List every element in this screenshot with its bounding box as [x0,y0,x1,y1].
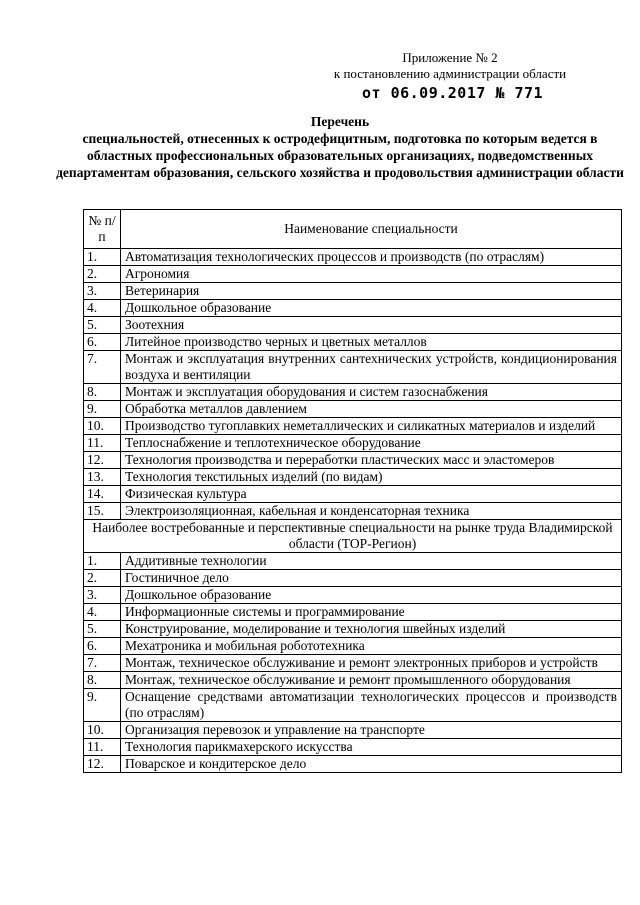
specialty-name: Поварское и кондитерское дело [121,756,622,773]
specialty-name: Обработка металлов давлением [121,401,622,418]
row-number: 9. [84,689,121,722]
specialty-name: Производство тугоплавких неметаллических и силикатных материалов и изделий [121,418,622,435]
table-row [84,334,622,351]
table-row [84,486,622,503]
table-row [84,469,622,486]
specialty-name: Монтаж, техническое обслуживание и ремонт электронных приборов и устройств [121,655,622,672]
table-row [84,266,622,283]
table-row [84,249,622,266]
specialty-name: Аддитивные технологии [121,553,622,570]
table-header-row [84,210,622,249]
table-row [84,638,622,655]
section-heading-row [84,520,622,553]
specialty-name: Организация перевозок и управление на транспорте [121,722,622,739]
row-number: 2. [84,570,121,587]
specialty-name: Автоматизация технологических процессов и производств (по отраслям) [121,249,622,266]
row-number: 5. [84,317,121,334]
row-number: 2. [84,266,121,283]
row-number: 12. [84,756,121,773]
table-row [84,300,622,317]
table-row [84,672,622,689]
row-number: 8. [84,672,121,689]
row-number: 5. [84,621,121,638]
specialty-name: Ветеринария [121,283,622,300]
table-row [84,503,622,520]
specialty-name: Электроизоляционная, кабельная и конденсаторная техника [121,503,622,520]
table-row [84,401,622,418]
row-number: 11. [84,435,121,452]
column-header-name: Наименование специальности [121,210,622,249]
table-row [84,283,622,300]
section-heading: Наиболее востребованные и перспективные специальности на рынке труда Владимирской области (ТОР-Регион) [84,520,622,553]
table-body [84,249,622,773]
specialty-name: Гостиничное дело [121,570,622,587]
row-number: 8. [84,384,121,401]
row-number: 15. [84,503,121,520]
row-number: 6. [84,638,121,655]
row-number: 3. [84,283,121,300]
table-row [84,587,622,604]
row-number: 7. [84,351,121,384]
table-row [84,756,622,773]
row-number: 3. [84,587,121,604]
specialties-table [83,209,622,773]
appendix-reference: к постановлению администрации области [333,66,567,81]
title-main: Перечень [310,114,370,129]
row-number: 4. [84,604,121,621]
specialty-name: Технология парикмахерского искусства [121,739,622,756]
table-row [84,317,622,334]
row-number: 14. [84,486,121,503]
appendix-header [300,50,600,82]
appendix-number: Приложение № 2 [402,50,498,65]
row-number: 10. [84,418,121,435]
row-number: 13. [84,469,121,486]
row-number: 6. [84,334,121,351]
specialty-name: Технология текстильных изделий (по видам) [121,469,622,486]
specialty-name: Технология производства и переработки пластических масс и эластомеров [121,452,622,469]
table-row [84,689,622,722]
title-subtitle: специальностей, отнесенных к остродефицитным, подготовка по которым ведется в областных профессиональных образовательных организациях, подведомственных департаментам образования, сельского хозяйства и продовольствия администрации области [56,131,624,180]
specialty-name: Зоотехния [121,317,622,334]
specialty-name: Литейное производство черных и цветных металлов [121,334,622,351]
row-number: 1. [84,249,121,266]
specialty-name: Монтаж и эксплуатация внутренних сантехнических устройств, кондиционирования воздуха и вентиляции [121,351,622,384]
table-row [84,452,622,469]
specialty-name: Агрономия [121,266,622,283]
table-row [84,418,622,435]
table-row [84,351,622,384]
specialty-name: Монтаж, техническое обслуживание и ремонт промышленного оборудования [121,672,622,689]
row-number: 7. [84,655,121,672]
specialty-name: Оснащение средствами автоматизации технологических процессов и производств (по отраслям) [121,689,622,722]
table-row [84,739,622,756]
specialty-name: Дошкольное образование [121,587,622,604]
table-row [84,570,622,587]
row-number: 11. [84,739,121,756]
row-number: 10. [84,722,121,739]
table-row [84,722,622,739]
specialty-name: Конструирование, моделирование и технология швейных изделий [121,621,622,638]
specialty-name: Дошкольное образование [121,300,622,317]
row-number: 12. [84,452,121,469]
specialty-name: Информационные системы и программирование [121,604,622,621]
table-row [84,621,622,638]
specialty-name: Физическая культура [121,486,622,503]
column-header-number: № п/п [84,210,121,249]
specialty-name: Теплоснабжение и теплотехническое оборудование [121,435,622,452]
table-row [84,435,622,452]
row-number: 4. [84,300,121,317]
specialty-name: Монтаж и эксплуатация оборудования и систем газоснабжения [121,384,622,401]
table-row [84,604,622,621]
row-number: 1. [84,553,121,570]
specialty-name: Мехатроника и мобильная робототехника [121,638,622,655]
date-number-stamp: от 06.09.2017 № 771 [362,84,544,102]
table-row [84,553,622,570]
document-title [40,113,640,181]
table-row [84,384,622,401]
table-row [84,655,622,672]
row-number: 9. [84,401,121,418]
